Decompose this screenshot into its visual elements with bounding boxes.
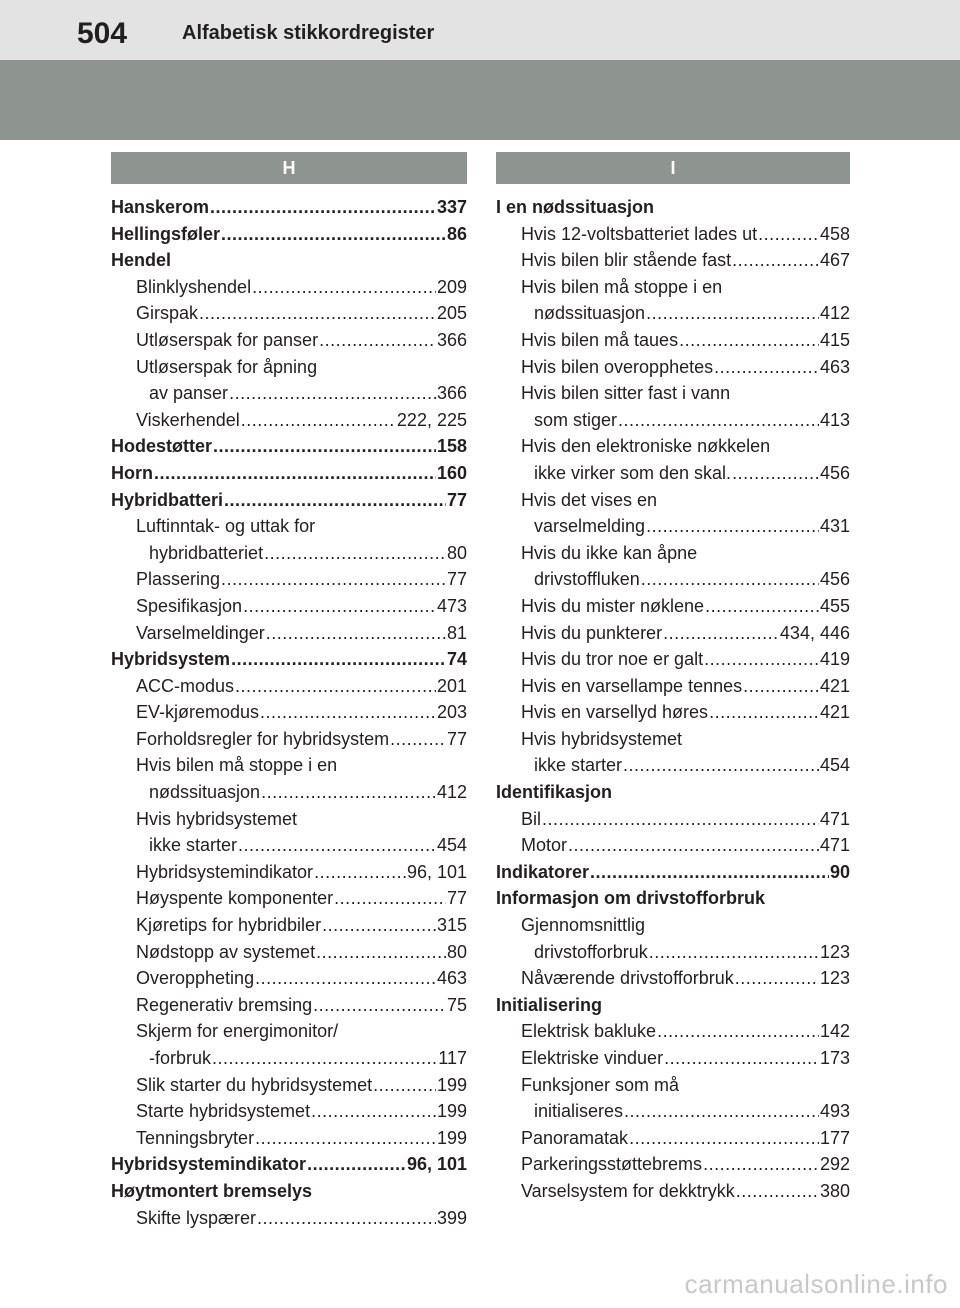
index-entry [496,1098,850,1125]
index-entry [111,354,467,381]
dot-leader [235,673,436,700]
index-page-number: 77 [446,489,467,510]
index-term: Forholdsregler for hybridsystem [136,728,390,749]
index-page-number: 458 [819,223,850,244]
dot-leader [758,221,819,248]
dot-leader [252,274,436,301]
index-entry [111,1151,467,1178]
index-page-number: 421 [819,702,850,723]
index-entry [111,992,467,1019]
index-term: Informasjon om drivstofforbruk [496,888,766,909]
dot-leader [624,1098,819,1125]
index-page-number: 160 [436,462,467,483]
index-page-number: 412 [436,782,467,803]
dot-leader [646,513,819,540]
dot-leader [264,540,446,567]
dot-leader [322,912,436,939]
dot-leader [307,1151,406,1178]
index-entry [111,327,467,354]
index-page-number: 415 [819,329,850,350]
index-term: initialiseres [534,1101,624,1122]
index-entry [496,673,850,700]
dot-leader [732,247,819,274]
index-entry [111,380,467,407]
index-entry [496,885,850,912]
index-entry [111,620,467,647]
dot-leader [241,407,396,434]
index-page-number: 80 [446,941,467,962]
index-term: Høytmontert bremselys [111,1180,313,1201]
dot-leader [231,646,446,673]
index-entry [111,646,467,673]
index-page-number: 123 [819,941,850,962]
watermark-text: carmanualsonline.info [684,1269,948,1299]
index-entry [496,1125,850,1152]
index-entry [496,992,850,1019]
dot-leader [257,1205,436,1232]
index-entry [496,620,850,647]
dot-leader [629,1125,819,1152]
index-page-number: 77 [446,888,467,909]
index-entry [496,540,850,567]
index-entry [496,380,850,407]
dot-leader [649,939,819,966]
index-term: Hvis bilen må stoppe i en [521,276,723,297]
index-entry [496,513,850,540]
index-entry [111,433,467,460]
index-term: Gjennomsnittlig [521,915,646,936]
index-term: Nødstopp av systemet [136,941,316,962]
index-entry [496,965,850,992]
index-term: EV-kjøremodus [136,702,260,723]
index-term: Utløserspak for åpning [136,356,318,377]
index-page-number: 205 [436,303,467,324]
index-term: Motor [521,835,568,856]
index-entries-i [496,194,850,1205]
index-entry [496,247,850,274]
index-term: ikke starter [149,835,238,856]
index-page-number: 412 [819,303,850,324]
index-term: Hanskerom [111,197,210,217]
index-entry [111,593,467,620]
index-column-h [111,152,467,1231]
index-entry [496,1151,850,1178]
index-page-number: 454 [819,755,850,776]
index-term: Slik starter du hybridsystemet [136,1074,373,1095]
index-term: Hvis hybridsystemet [136,808,298,829]
index-page-number: 80 [446,542,467,563]
index-term: Elektriske vinduer [521,1048,664,1068]
index-entry [496,407,850,434]
index-term: Varselsystem for dekktrykk [521,1180,735,1201]
index-page-number: 96, 101 [406,1154,467,1175]
index-entry [496,912,850,939]
index-term: Hybridsystemindikator [111,1154,307,1175]
index-term: Initialisering [496,994,603,1015]
dot-leader [679,327,819,354]
dot-leader [260,699,436,726]
index-page-number: 421 [819,675,850,696]
index-term: av panser [149,383,229,404]
index-term: Panoramatak [521,1127,629,1148]
index-page-number: 158 [436,436,467,457]
index-term: hybridbatteriet [149,542,264,563]
dot-leader [255,1125,436,1152]
index-entry [496,699,850,726]
dot-leader [313,992,446,1019]
letter-heading-i: I [496,152,850,184]
index-term: Utløserspak for panser [136,329,319,350]
index-entry [496,300,850,327]
index-entry [496,593,850,620]
index-term: Skifte lyspærer [136,1207,257,1228]
index-term: nødssituasjon [149,782,261,803]
index-entry [111,1072,467,1099]
index-term: Hvis bilen sitter fast i vann [521,383,731,404]
index-entry [111,779,467,806]
index-term: ikke starter [534,755,623,776]
index-page-number: 81 [446,622,467,643]
index-entry [111,1125,467,1152]
index-entry [111,300,467,327]
index-term: Regenerativ bremsing [136,994,313,1015]
index-page-number: 454 [436,835,467,856]
dot-leader [390,726,446,753]
index-term: Overoppheting [136,968,255,989]
index-term: Hvis 12-voltsbatteriet lades ut [521,223,758,244]
index-entry [496,859,850,886]
dot-leader [210,194,436,221]
dot-leader [224,487,446,514]
index-page-number: 75 [446,994,467,1015]
index-entry [496,832,850,859]
index-term: Indikatorer [496,861,590,882]
index-term: Hvis bilen må taues [521,329,679,350]
dot-leader [743,673,819,700]
index-page-number: 201 [436,675,467,696]
index-entry [496,566,850,593]
index-entry [111,673,467,700]
index-entry [111,274,467,301]
index-term: Identifikasjon [496,782,613,803]
index-entry [111,859,467,886]
index-entry [496,433,850,460]
index-entry [111,407,467,434]
index-term: Skjerm for energimonitor/ [136,1021,339,1042]
index-entry [496,646,850,673]
index-term: Hvis en varsellyd høres [521,702,709,723]
index-page-number: 473 [436,595,467,616]
dot-leader [704,646,819,673]
index-term: Hybridsystem [111,649,231,670]
index-term: Hybridbatteri [111,489,224,510]
index-term: Luftinntak- og uttak for [136,516,316,537]
index-entry [111,885,467,912]
index-term: Viskerhendel [136,409,240,430]
dot-leader [732,460,819,487]
index-term: Starte hybridsystemet [136,1101,311,1122]
index-term: drivstoffluken [534,569,640,590]
index-entry [111,487,467,514]
index-term: Hvis du mister nøklene [521,595,705,616]
dot-leader [703,1151,819,1178]
index-page-number: 117 [438,1048,467,1068]
index-page-number: 337 [436,197,467,217]
dot-leader [373,1072,436,1099]
index-page-number: 142 [819,1021,850,1042]
index-page-number: 96, 101 [406,861,467,882]
index-page-number: 177 [819,1127,850,1148]
index-entry [111,1018,467,1045]
index-term: Spesifikasjon [136,595,243,616]
index-term: Blinklyshendel [136,276,252,297]
index-term: Hendel [111,250,172,271]
index-term: varselmelding [534,516,646,537]
index-term: Varselmeldinger [136,622,265,643]
dot-leader [221,221,446,248]
index-term: Nåværende drivstofforbruk [521,968,734,989]
index-term: Hvis det vises en [521,489,658,510]
index-term: Hellingsføler [111,223,221,244]
index-term: ikke virker som den skal. [534,462,732,483]
index-page-number: 456 [819,569,850,590]
index-entry [496,1178,850,1205]
index-term: Hodestøtter [111,436,213,457]
dot-leader [199,300,436,327]
index-term: Hvis bilen overopphetes [521,356,714,377]
index-page-number: 434, 446 [779,622,850,643]
index-term: Høyspente komponenter [136,888,334,909]
index-entry [111,832,467,859]
index-term: Hvis du punkterer [521,622,663,643]
index-entry [111,194,467,221]
dot-leader [736,1178,819,1205]
dot-leader [221,566,446,593]
index-page-number: 471 [819,835,850,856]
dot-leader [714,354,819,381]
index-entry [496,1072,850,1099]
dot-leader [735,965,819,992]
index-page-number: 366 [436,329,467,350]
index-entry [111,1098,467,1125]
index-term: -forbruk [149,1048,212,1068]
dot-leader [213,433,436,460]
dot-leader [641,566,819,593]
dot-leader [229,380,436,407]
index-page-number: 399 [436,1207,467,1228]
dot-leader [319,327,436,354]
index-entry [496,1018,850,1045]
index-page-number: 77 [446,728,467,749]
index-term: drivstofforbruk [534,941,648,962]
index-page-number: 199 [436,1101,467,1122]
index-term: Plassering [136,569,221,590]
index-entry [111,965,467,992]
index-page-number: 493 [819,1101,850,1122]
dot-leader [314,859,406,886]
dot-leader [261,779,436,806]
index-term: nødssituasjon [534,303,646,324]
index-term: Hvis bilen må stoppe i en [136,755,338,776]
index-entry [496,939,850,966]
index-entry [111,806,467,833]
index-page-number: 463 [819,356,850,377]
index-entry [111,460,467,487]
index-page-number: 419 [819,649,850,670]
index-entry [111,752,467,779]
dot-leader [266,620,446,647]
page-number: 504 [77,17,128,50]
dot-leader [334,885,446,912]
index-entry [496,194,850,221]
dot-leader [255,965,436,992]
index-entry [111,1045,467,1072]
index-page-number: 366 [436,383,467,404]
index-entry [496,460,850,487]
dot-leader [154,460,436,487]
index-term: som stiger [534,409,618,430]
index-entry [496,806,850,833]
index-page-number: 380 [819,1180,850,1201]
index-entry [496,726,850,753]
index-term: Hvis bilen blir stående fast [521,250,732,271]
dot-leader [212,1045,437,1072]
index-entry [111,912,467,939]
index-term: Hvis hybridsystemet [521,728,683,749]
letter-heading-h: H [111,152,467,184]
index-page-number: 467 [819,250,850,271]
index-page-number: 413 [819,409,850,430]
index-entry [111,513,467,540]
index-term: Tenningsbryter [136,1127,255,1148]
index-entry [496,1045,850,1072]
index-entry [496,354,850,381]
chapter-title: Alfabetisk stikkordregister [182,22,435,44]
index-term: Hvis den elektroniske nøkkelen [521,436,771,457]
dot-leader [705,593,819,620]
dot-leader [709,699,819,726]
dot-leader [663,620,779,647]
index-term: Bil [521,808,542,829]
index-entry [111,699,467,726]
index-entries-h [111,194,467,1231]
index-entry [111,247,467,274]
dot-leader [238,832,436,859]
index-page-number: 86 [446,223,467,244]
index-page-number: 315 [436,915,467,936]
index-entry [111,221,467,248]
dot-leader [568,832,819,859]
dot-leader [311,1098,436,1125]
index-term: Hybridsystemindikator [136,861,314,882]
index-entry [496,752,850,779]
index-page-number: 90 [829,861,850,882]
dot-leader [316,939,446,966]
index-term: ACC-modus [136,675,235,696]
index-term: Kjøretips for hybridbiler [136,915,322,936]
header-band [0,0,960,60]
index-term: Hvis en varsellampe tennes [521,675,743,696]
index-term: I en nødssituasjon [496,197,655,217]
dot-leader [243,593,436,620]
index-page-number: 74 [446,649,467,670]
index-page-number: 463 [436,968,467,989]
index-term: Parkeringsstøttebrems [521,1154,703,1175]
index-page-number: 199 [436,1074,467,1095]
index-page-number: 471 [819,808,850,829]
dot-leader [657,1018,819,1045]
index-term: Hvis du ikke kan åpne [521,542,698,563]
index-page-number: 456 [819,462,850,483]
index-entry [111,939,467,966]
dot-leader [623,752,819,779]
dot-leader [542,806,819,833]
index-term: Elektrisk bakluke [521,1021,657,1042]
index-column-i [496,152,850,1205]
index-entry [111,566,467,593]
index-term: Funksjoner som må [521,1074,680,1095]
index-page-number: 199 [436,1127,467,1148]
index-entry [496,487,850,514]
index-term: Girspak [136,303,199,324]
dot-leader [646,300,819,327]
index-entry [111,540,467,567]
index-entry [496,779,850,806]
decorative-band [0,60,960,140]
index-page-number: 292 [819,1154,850,1175]
index-term: Horn [111,462,153,483]
dot-leader [664,1045,819,1072]
index-entry [111,726,467,753]
index-page-number: 123 [819,968,850,989]
dot-leader [590,859,829,886]
index-page-number: 77 [446,569,467,590]
index-page-number: 203 [436,702,467,723]
index-page-number: 455 [819,595,850,616]
index-page-number: 431 [819,516,850,537]
index-entry [496,274,850,301]
index-page-number: 209 [436,276,467,297]
index-entry [496,327,850,354]
index-term: Hvis du tror noe er galt [521,649,704,670]
dot-leader [618,407,819,434]
index-entry [111,1205,467,1232]
index-page-number: 173 [819,1048,850,1068]
index-page-number: 222, 225 [396,409,467,430]
index-entry [496,221,850,248]
index-entry [111,1178,467,1205]
